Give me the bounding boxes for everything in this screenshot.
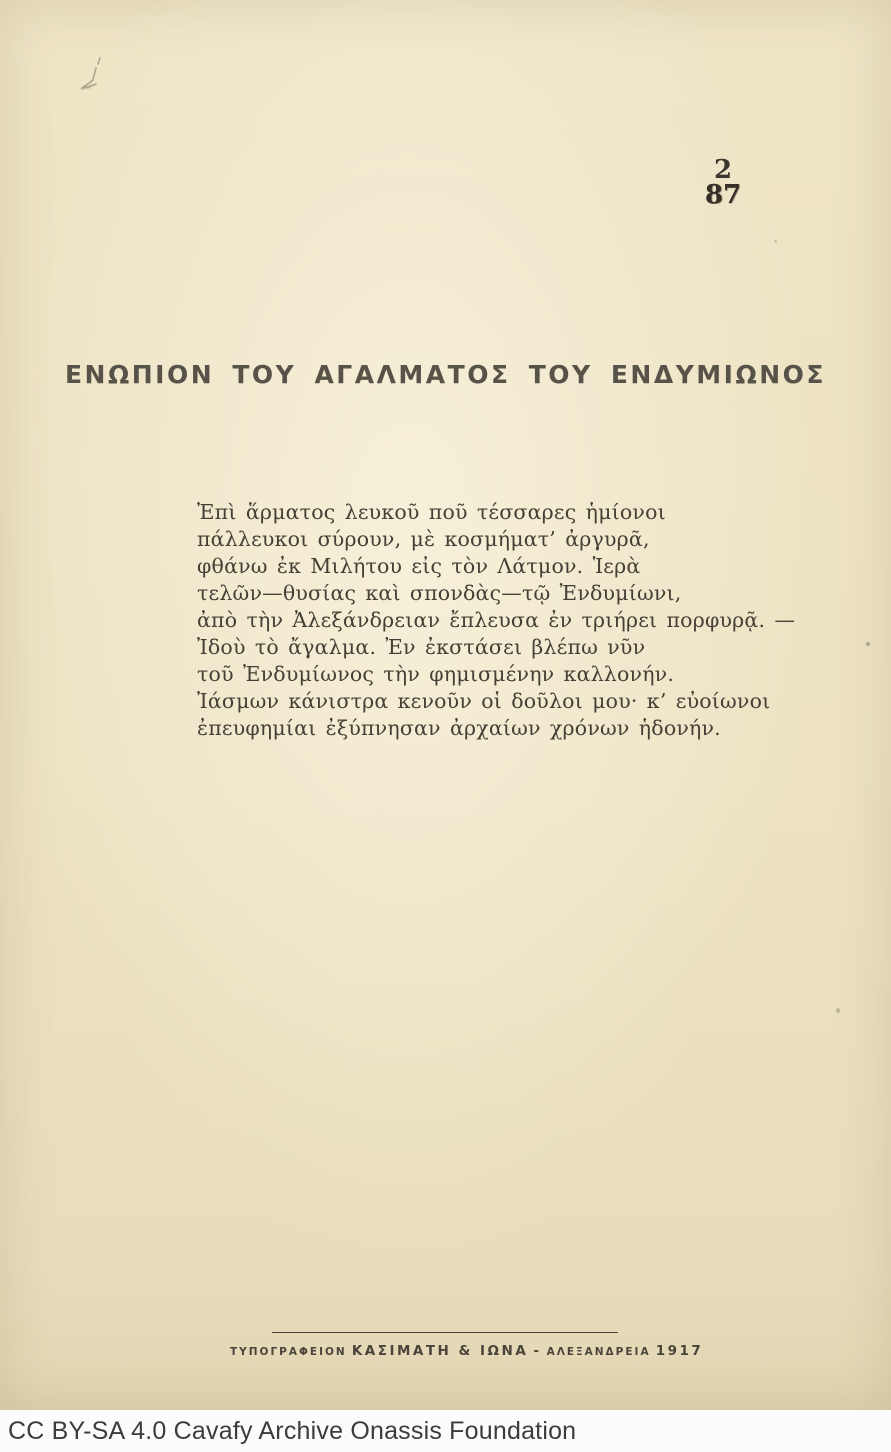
printer-label: ΤΥΠΟΓΡΑΦΕΙΟΝ — [230, 1346, 347, 1358]
paper-speck — [836, 1008, 840, 1013]
printer-city: ΑΛΕΞΑΝΔΡΕΙΑ — [546, 1346, 651, 1358]
colophon-separator: - — [533, 1343, 542, 1359]
colophon-rule — [272, 1332, 618, 1333]
pencil-mark — [72, 52, 116, 102]
poem-title: ΕΝΩΠΙΟΝ ΤΟΥ ΑΓΑΛΜΑΤΟΣ ΤΟΥ ΕΝΔΥΜΙΩΝΟΣ — [64, 360, 826, 389]
poem-line: Ἰδοὺ τὸ ἄγαλμα. Ἐν ἐκστάσει βλέπω νῦν — [197, 635, 646, 659]
poem-body — [197, 499, 796, 742]
page-number-top: 2 — [713, 155, 733, 185]
poem-line: τοῦ Ἐνδυμίωνος τὴν φημισμένην καλλονήν. — [197, 662, 675, 686]
poem-line: Ἐπὶ ἅρματος λευκοῦ ποῦ τέσσαρες ἡμίονοι — [197, 500, 666, 524]
paper-speck — [866, 642, 870, 646]
poem-line: Ἰάσμων κάνιστρα κενοῦν οἱ δοῦλοι μου· κ’ εὐοίωνοι — [197, 689, 771, 713]
poem-line: ἐπευφημίαι ἐξύπνησαν ἀρχαίων χρόνων ἡδονήν. — [197, 716, 721, 740]
page-number-bottom: 87 — [704, 180, 742, 210]
print-year: 1917 — [655, 1343, 704, 1359]
license-text: CC BY-SA 4.0 Cavafy Archive Onassis Foundation — [8, 1416, 577, 1445]
license-bar — [0, 1410, 891, 1452]
poem-line: τελῶν—θυσίας καὶ σπονδὰς—τῷ Ἐνδυμίωνι, — [197, 581, 682, 605]
poem-line: φθάνω ἐκ Μιλήτου εἰς τὸν Λάτμον. Ἱερὰ — [197, 554, 641, 578]
colophon-text — [230, 1340, 704, 1359]
paper-speck — [774, 240, 777, 243]
printer-name: ΚΑΣΙΜΑΤΗ & ΙΩΝΑ — [351, 1343, 529, 1359]
poem-line: πάλλευκοι σύρουν, μὲ κοσμήματ’ ἀργυρᾶ, — [197, 527, 650, 551]
poem-line: ἀπὸ τὴν Ἀλεξάνδρειαν ἔπλευσα ἐν τριήρει πορφυρᾷ. — — [197, 608, 796, 632]
printer-colophon — [230, 1332, 704, 1359]
